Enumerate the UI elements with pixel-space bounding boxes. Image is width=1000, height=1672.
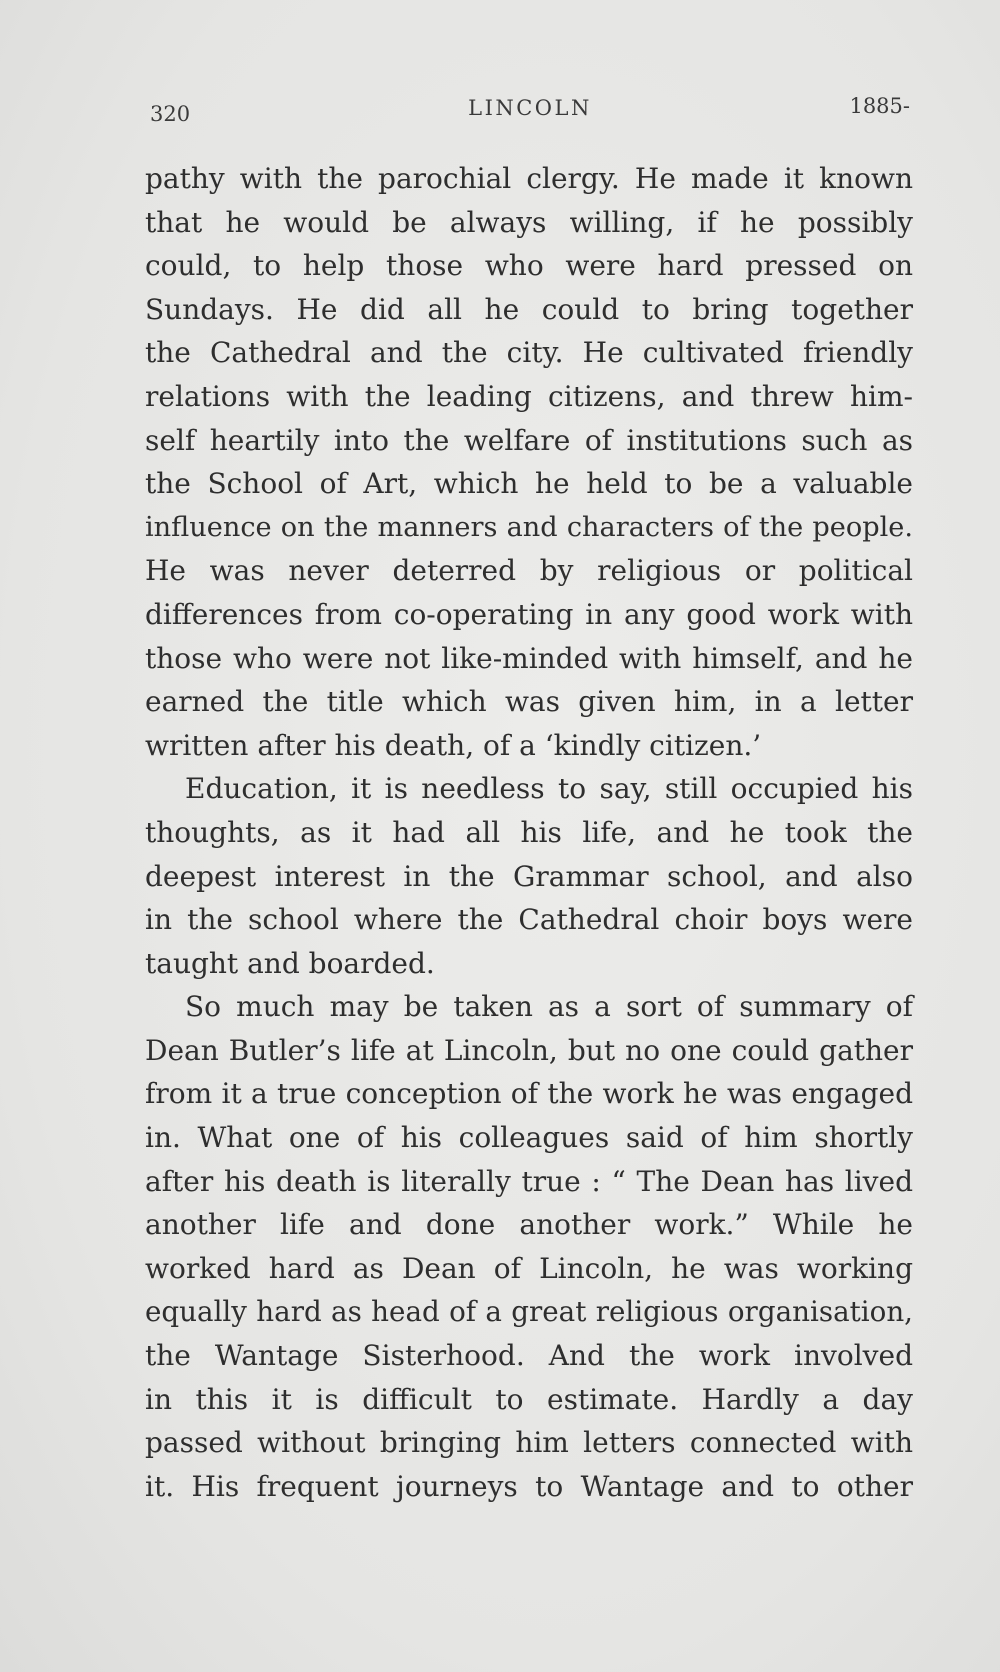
body-line: self heartily into the welfare of institutions such as xyxy=(145,423,913,457)
body-text xyxy=(145,157,913,1508)
body-line: differences from co-operating in any good work with xyxy=(145,597,913,631)
page-number: 320 xyxy=(150,102,191,126)
paragraph-end-line: taught and boarded. xyxy=(145,946,435,980)
body-line: it. His frequent journeys to Wantage and to other xyxy=(145,1469,913,1503)
body-line: the Cathedral and the city. He cultivated friendly xyxy=(145,336,913,370)
year-range: 1885- xyxy=(849,94,910,118)
body-line: could, to help those who were hard pressed on xyxy=(145,249,913,283)
body-line: worked hard as Dean of Lincoln, he was working xyxy=(145,1251,913,1285)
body-line: passed without bringing him letters connected with xyxy=(145,1426,913,1460)
body-line: another life and done another work.” While he xyxy=(145,1208,913,1242)
body-line: after his death is literally true : “ The Dean has lived xyxy=(145,1164,913,1198)
body-line: in. What one of his colleagues said of him shortly xyxy=(145,1121,913,1155)
body-line: in this it is difficult to estimate. Hardly a day xyxy=(145,1382,913,1416)
paragraph-start-line: So much may be taken as a sort of summary of xyxy=(185,990,913,1024)
body-line: that he would be always willing, if he possibly xyxy=(145,205,913,239)
body-line: pathy with the parochial clergy. He made it known xyxy=(145,162,913,195)
body-line: the School of Art, which he held to be a valuable xyxy=(145,467,913,501)
body-line: Sundays. He did all he could to bring together xyxy=(145,292,913,326)
body-line: equally hard as head of a great religious organisation, xyxy=(145,1295,913,1329)
body-line: relations with the leading citizens, and threw him- xyxy=(145,379,913,413)
body-line: those who were not like-minded with himself, and he xyxy=(145,641,913,675)
body-line: He was never deterred by religious or political xyxy=(145,554,913,588)
paragraph-end-line: written after his death, of a ‘kindly citizen.’ xyxy=(145,728,762,762)
body-line: influence on the manners and characters of the people. xyxy=(145,511,913,543)
paragraph-start-line: Education, it is needless to say, still occupied his xyxy=(185,772,913,806)
body-line: deepest interest in the Grammar school, and also xyxy=(145,859,913,893)
running-title: LINCOLN xyxy=(468,96,592,120)
body-line: thoughts, as it had all his life, and he took the xyxy=(145,815,913,849)
body-line: the Wantage Sisterhood. And the work involved xyxy=(145,1339,913,1373)
body-line: earned the title which was given him, in a letter xyxy=(145,685,913,719)
body-line: from it a true conception of the work he was engaged xyxy=(145,1077,913,1111)
body-line: Dean Butler’s life at Lincoln, but no one could gather xyxy=(145,1033,913,1067)
running-head xyxy=(150,92,910,132)
body-line: in the school where the Cathedral choir boys were xyxy=(145,903,913,937)
